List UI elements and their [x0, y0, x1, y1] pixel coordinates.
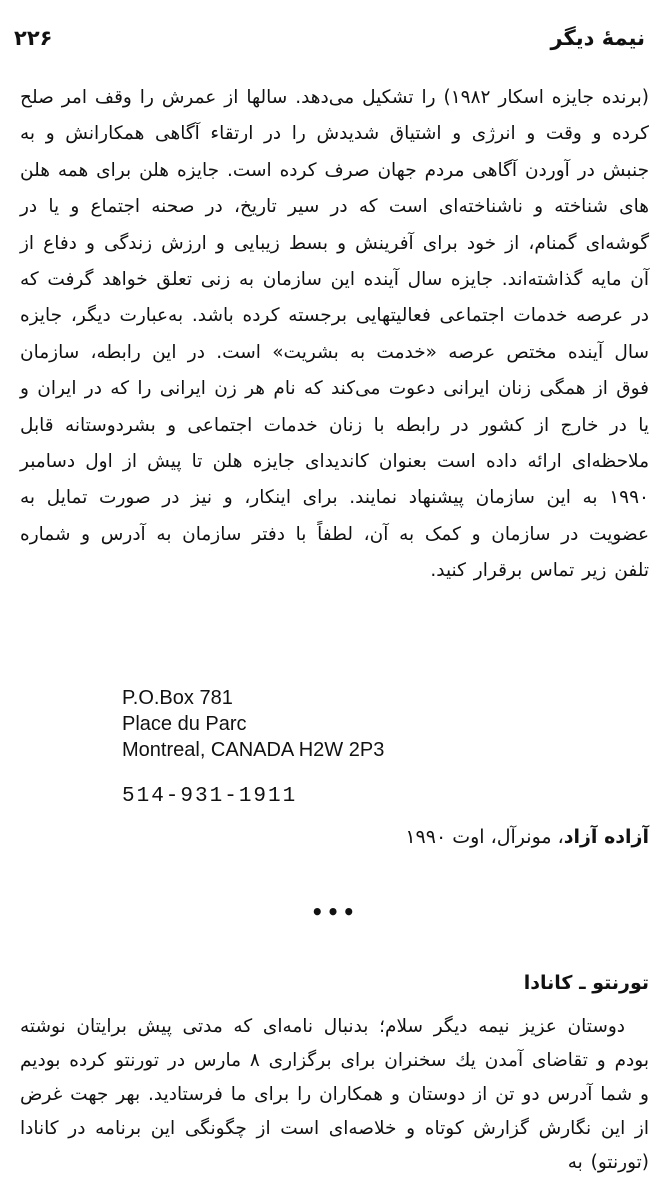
- signature-line: [405, 826, 649, 848]
- phone-number: 514-931-1911: [122, 785, 298, 808]
- place-date: ، مونرآل، اوت ۱۹۹۰: [405, 826, 564, 848]
- address-line-pobox: P.O.Box 781: [122, 687, 233, 709]
- mailing-address: [122, 685, 384, 763]
- section-body-text: دوستان عزیز نیمه دیگر سلام؛ بدنبال نامه‌ای که مدتی پیش برایتان نوشته بودم و تقاضای آمدن یك سخنران برای برگزاری ۸ مارس در تورنتو کرده بودیم و شما آدرس دو تن از دوستان و همکاران را برای ما فرستادید. بهر جهت غرض از این نگارش گزارش کوتاه و خلاصه‌ای است از چگونگی این برنامه در کانادا (تورنتو) به: [20, 1016, 649, 1173]
- address-line-city: Montreal, CANADA H2W 2P3: [122, 739, 385, 761]
- address-line-street: Place du Parc: [122, 713, 247, 735]
- author-name: آزاده آزاد: [563, 826, 649, 848]
- page-number: ۲۲۶: [14, 26, 53, 50]
- section-heading: تورنتو ـ کانادا: [523, 972, 649, 994]
- body-paragraph: [20, 80, 649, 590]
- body-paragraph-text: (برنده جایزه اسکار ۱۹۸۲) را تشکیل می‌دهد. سالها از عمرش را وقف امر صلح کرده و وقت و انرژی و اشتیاق شدیدش را در ارتقاء آگاهی همکارانش و به جنبش در آوردن آگاهی مردم جهان صرف کرده است. جایزه هلن برای همه هلن های شناخته و ناشناخته‌ای است که در سیر تاریخ، در صحنه اجتماع و یا در گوشه‌ای گمنام، از خود برای آفرینش و بسط زیبایی و ارزش زندگی و دفاع از آن مایه گذاشته‌اند. جایزه سال آینده این سازمان به زنی تعلق خواهد گرفت که در عرصه خدمات اجتماعی فعالیتهایی برجسته کرده باشد. به‌عبارت دیگر، جایزه سال آینده مختص عرصه «خدمت به بشریت» است. در این رابطه، سازمان فوق از همگی زنان ایرانی دعوت می‌کند که نام هر زن ایرانی را که در ایران و یا در خارج از کشور در رابطه با زنان خدمات اجتماعی و بشردوستانه قابل ملاحظه‌ای ارائه داده است بعنوان کاندیدای جایزه هلن تا پیش از اول دسامبر ۱۹۹۰ به این سازمان پیشنهاد نمایند. برای اینکار، و نیز در صورت تمایل به عضویت در سازمان و کمک به آن، لطفاً با دفتر سازمان به آدرس و شماره تلفن زیر تماس برقرار کنید.: [20, 87, 649, 582]
- running-title: نیمهٔ دیگر: [550, 26, 645, 50]
- section-separator: •••: [310, 900, 359, 924]
- page-header: [14, 26, 645, 62]
- section-body: [20, 1010, 649, 1180]
